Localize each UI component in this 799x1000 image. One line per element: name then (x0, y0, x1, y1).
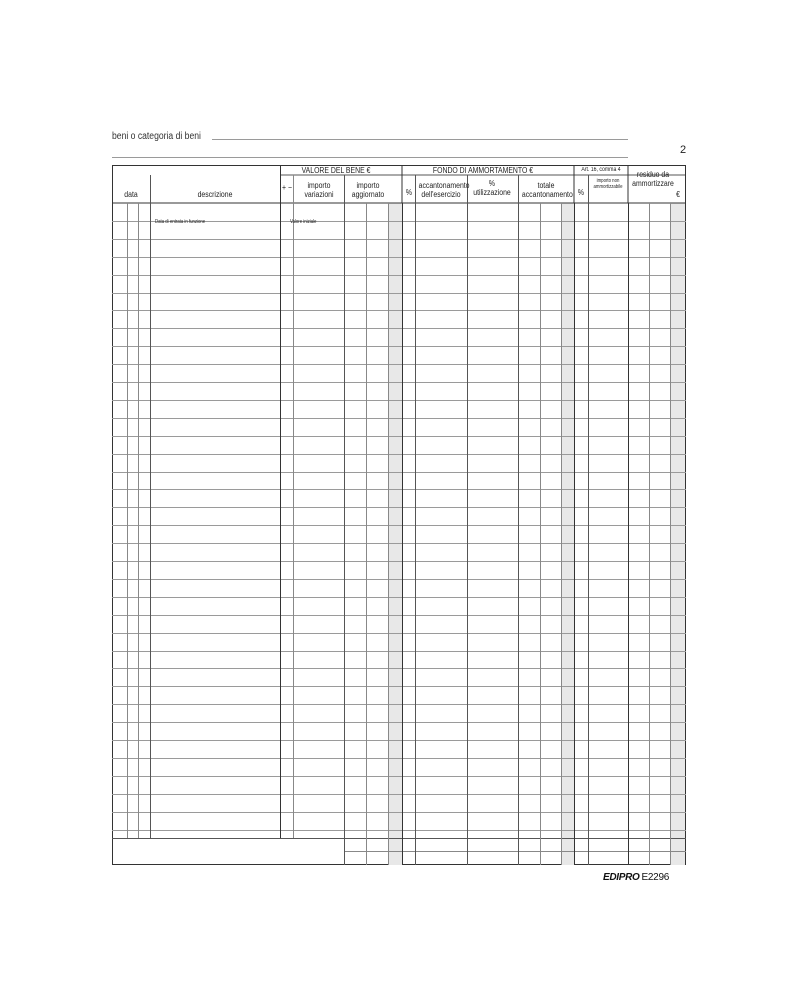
shaded-percent-column (388, 203, 402, 865)
col-header-totale-accantonamento: totale accantonamento (521, 181, 573, 199)
shaded-cents-column (670, 203, 685, 865)
col-header-plus-minus: + − (282, 183, 292, 192)
group-valore-del-bene: VALORE DEL BENE € (301, 166, 371, 175)
edipro-logo: EDIPRO E2296 (603, 872, 669, 883)
col-header-data: data (124, 190, 138, 199)
col-header-importo-aggiornato: importo aggiornato (351, 181, 385, 199)
page-number: 2 (680, 144, 687, 156)
shaded-percent-column (561, 203, 574, 865)
col-header-importo-non-ammortizzabile: importo non ammortizzabile (593, 178, 623, 190)
first-row-data-entrata: Data di entrata in funzione (155, 219, 206, 225)
col-header-percent: % (405, 188, 413, 197)
col-header-percent-2: % (577, 188, 585, 197)
col-header-residuo-da-ammortizzare: residuo da ammortizzare (632, 170, 674, 188)
header-label: beni o categoria di beni (112, 131, 201, 142)
residuo-currency-sign: € (676, 190, 680, 199)
col-header-percent-utilizzazione: % utilizzazione (473, 179, 511, 197)
col-header-descrizione: descrizione (197, 190, 233, 199)
group-art-16: Art. 16, comma 4 (581, 167, 621, 173)
col-header-importo-variazioni: importo variazioni (304, 181, 334, 199)
col-header-accantonamento-esercizio: accantonamento dell'esercizio (418, 181, 470, 199)
first-row-valore-iniziale: Valore iniziale (290, 219, 317, 225)
group-fondo-ammortamento: FONDO DI AMMORTAMENTO € (432, 166, 534, 175)
